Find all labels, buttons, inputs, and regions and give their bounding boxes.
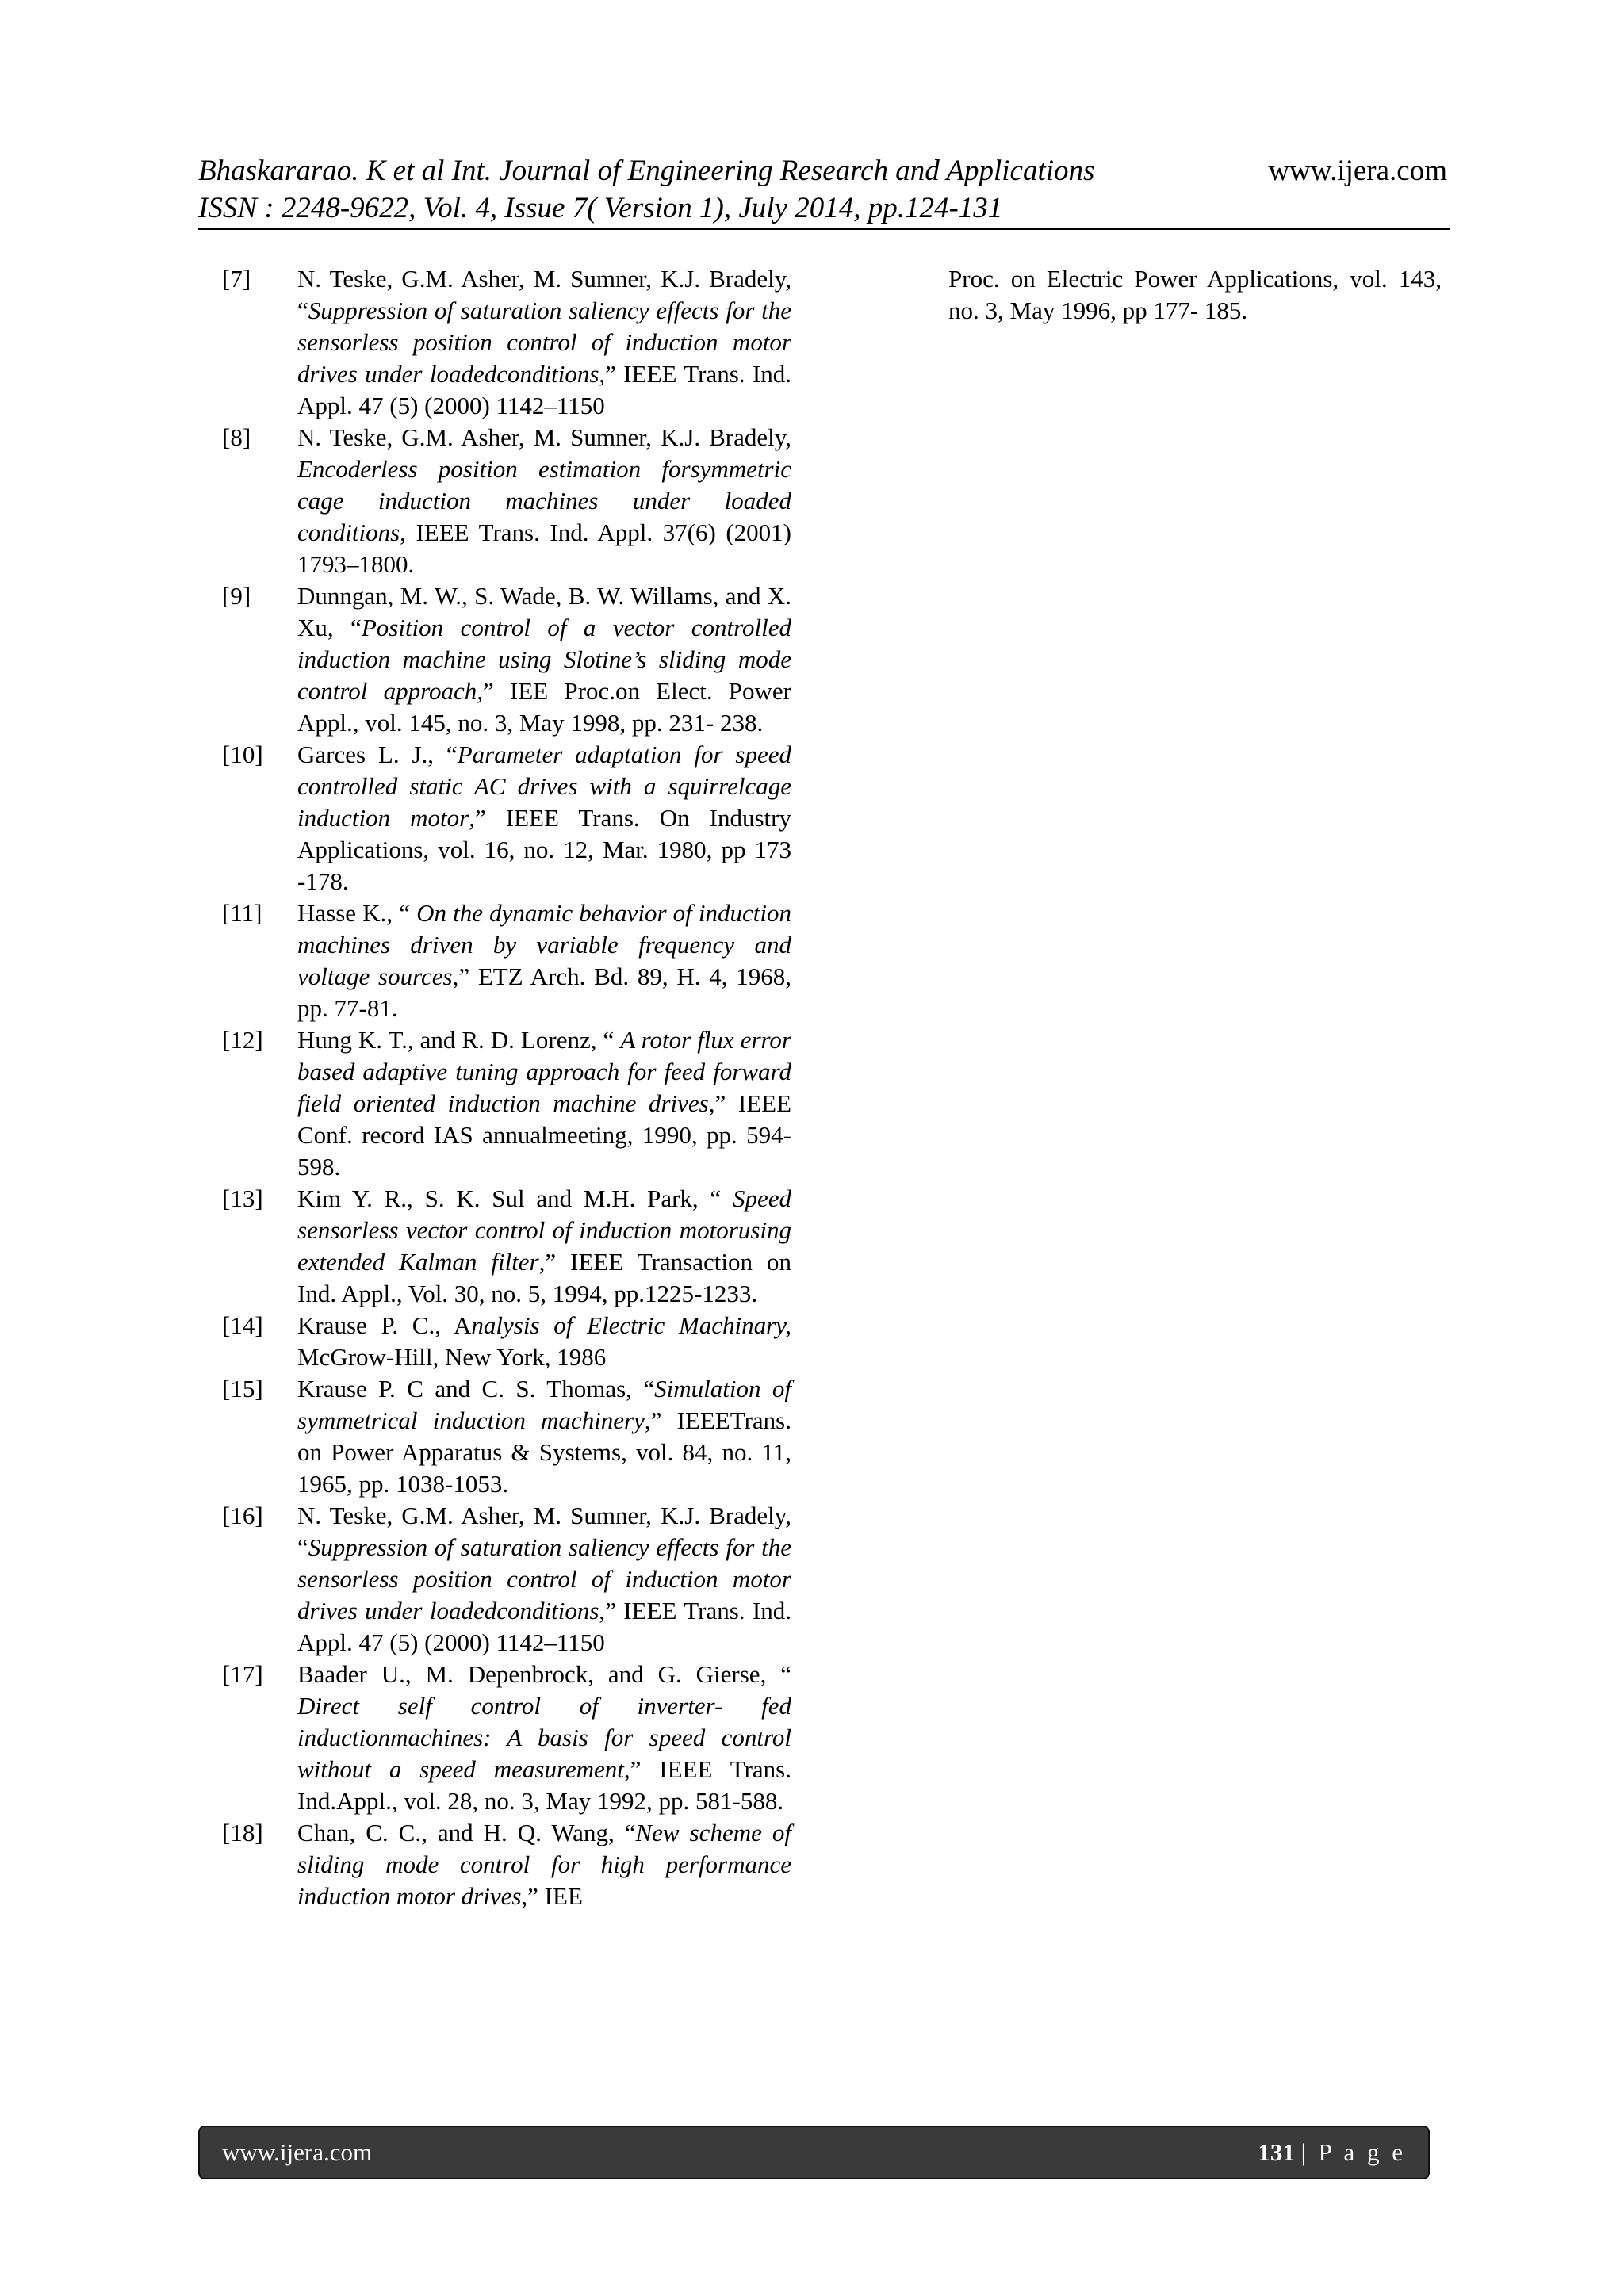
reference-item	[222, 1373, 791, 1500]
reference-authors: Dunngan, M. W., S. Wade, B. W. Willams, and X. Xu, “	[297, 582, 791, 641]
reference-text	[297, 422, 791, 580]
reference-title: Suppression of saturation saliency effects for the sensorless position control of induction motor drives under loadedconditions	[297, 297, 791, 388]
journal-citation: Bhaskararao. K et al Int. Journal of Engineering Research and Applications	[198, 155, 1095, 187]
reference-item	[222, 1183, 791, 1310]
reference-text	[297, 1817, 791, 1912]
reference-source: ,” IEEETrans. on Power Apparatus & Systems, vol. 84, no. 11, 1965, pp. 1038-1053.	[297, 1406, 791, 1498]
reference-title: Suppression of saturation saliency effects for the sensorless position control of induction motor drives under loadedconditions	[297, 1533, 791, 1624]
reference-authors: N. Teske, G.M. Asher, M. Sumner, K.J. Bradely, “	[297, 1502, 791, 1561]
reference-title: On the dynamic behavior of induction machines driven by variable frequency and voltage sources	[297, 899, 791, 990]
reference-title: Position control of a vector controlled induction machine using Slotine’s sliding mode control approach	[297, 614, 791, 705]
reference-item	[222, 1817, 791, 1912]
reference-number: [16]	[222, 1502, 263, 1529]
reference-text	[297, 1024, 791, 1183]
running-header	[198, 152, 1447, 227]
reference-item	[222, 1024, 791, 1183]
reference-item	[222, 263, 791, 422]
reference-source: ,” IEEE Trans. Ind. Appl. 47 (5) (2000) 1142–1150	[297, 360, 791, 419]
header-divider	[198, 228, 1450, 230]
reference-number: [15]	[222, 1375, 263, 1402]
header-line-1	[198, 152, 1447, 189]
reference-source: ,” IEE Proc.on Elect. Power Appl., vol. 145, no. 3, May 1998, pp. 231- 238.	[297, 677, 791, 737]
references-left-column	[222, 263, 791, 1912]
reference-item	[222, 580, 791, 739]
reference-item	[222, 1500, 791, 1659]
reference-text	[297, 897, 791, 1024]
reference-item	[222, 1310, 791, 1373]
page-indicator	[1258, 2138, 1406, 2167]
reference-title: Speed sensorless vector control of induction motorusing extended Kalman filter	[297, 1184, 791, 1276]
reference-number: [8]	[222, 423, 251, 451]
reference-title: Simulation of symmetrical induction machinery	[297, 1375, 791, 1434]
references-right-column	[948, 263, 1442, 327]
reference-text	[297, 1373, 791, 1500]
reference-source: ,” IEEE Transaction on Ind. Appl., Vol. 30, no. 5, 1994, pp.1225-1233.	[297, 1248, 791, 1307]
reference-item	[222, 739, 791, 897]
reference-item	[222, 422, 791, 580]
reference-authors: Chan, C. C., and H. Q. Wang, “	[297, 1819, 636, 1846]
reference-number: [12]	[222, 1026, 263, 1054]
reference-authors: N. Teske, G.M. Asher, M. Sumner, K.J. Bradely,	[297, 423, 791, 451]
reference-title: Encoderless position estimation forsymmetric cage induction machines under loaded conditions	[297, 455, 791, 546]
reference-authors: Hasse K., “	[297, 899, 417, 927]
reference-text	[297, 263, 791, 422]
page-footer	[198, 2126, 1430, 2179]
reference-text	[297, 1659, 791, 1817]
journal-website[interactable]: www.ijera.com	[1268, 155, 1447, 187]
issn-line: ISSN : 2248-9622, Vol. 4, Issue 7( Version 1), July 2014, pp.124-131	[198, 192, 1003, 224]
reference-text	[297, 1310, 791, 1373]
reference-authors: Baader U., M. Depenbrock, and G. Gierse, “	[297, 1660, 791, 1688]
reference-source: ,” ETZ Arch. Bd. 89, H. 4, 1968, pp. 77-81.	[297, 962, 791, 1022]
reference-source: ,” IEE	[521, 1882, 583, 1910]
reference-text	[297, 1183, 791, 1310]
reference-authors: Krause P. C., A	[297, 1311, 472, 1339]
reference-authors: Garces L. J., “	[297, 740, 458, 768]
reference-title: A rotor flux error based adaptive tuning approach for feed forward field oriented induction machine drives,	[297, 1026, 791, 1117]
reference-source: ,” IEEE Trans. On Industry Applications, vol. 16, no. 12, Mar. 1980, pp 173 -178.	[297, 804, 791, 895]
reference-title: Direct self control of inverter- fed inductionmachines: A basis for speed control without a speed measurement	[297, 1692, 791, 1783]
reference-number: [13]	[222, 1184, 263, 1212]
reference-text	[297, 1500, 791, 1659]
page-number: 131	[1258, 2138, 1295, 2166]
reference-source: ,” IEEE Trans. Ind.Appl., vol. 28, no. 3, May 1992, pp. 581-588.	[297, 1755, 791, 1815]
reference-title: Parameter adaptation for speed controlled static AC drives with a squirrelcage induction motor	[297, 740, 791, 832]
reference-source: ” IEEE Conf. record IAS annualmeeting, 1990, pp. 594-598.	[297, 1089, 792, 1181]
reference-authors: Krause P. C and C. S. Thomas, “	[297, 1375, 655, 1402]
page-label: | P a g e	[1300, 2138, 1406, 2166]
reference-source: ,” IEEE Trans. Ind. Appl. 47 (5) (2000) 1142–1150	[297, 1597, 791, 1656]
reference-source: , IEEE Trans. Ind. Appl. 37(6) (2001) 1793–1800.	[297, 519, 791, 578]
reference-number: [14]	[222, 1311, 263, 1339]
reference-number: [18]	[222, 1819, 263, 1846]
reference-authors: N. Teske, G.M. Asher, M. Sumner, K.J. Bradely, “	[297, 265, 791, 324]
reference-authors: Hung K. T., and R. D. Lorenz, “	[297, 1026, 621, 1054]
reference-authors: Kim Y. R., S. K. Sul and M.H. Park, “	[297, 1184, 733, 1212]
footer-website[interactable]: www.ijera.com	[222, 2138, 373, 2166]
reference-title: New scheme of sliding mode control for high performance induction motor drives	[297, 1819, 791, 1910]
reference-item	[222, 897, 791, 1024]
reference-number: [10]	[222, 740, 263, 768]
reference-continuation: Proc. on Electric Power Applications, vol. 143, no. 3, May 1996, pp 177- 185.	[948, 265, 1442, 324]
reference-text	[297, 580, 791, 739]
reference-number: [7]	[222, 265, 251, 293]
reference-number: [17]	[222, 1660, 263, 1688]
reference-text	[297, 739, 791, 897]
reference-source: McGrow-Hill, New York, 1986	[297, 1343, 607, 1371]
reference-number: [11]	[222, 899, 262, 927]
reference-number: [9]	[222, 582, 251, 610]
reference-item	[222, 1659, 791, 1817]
reference-title: nalysis of Electric Machinary,	[471, 1311, 792, 1339]
